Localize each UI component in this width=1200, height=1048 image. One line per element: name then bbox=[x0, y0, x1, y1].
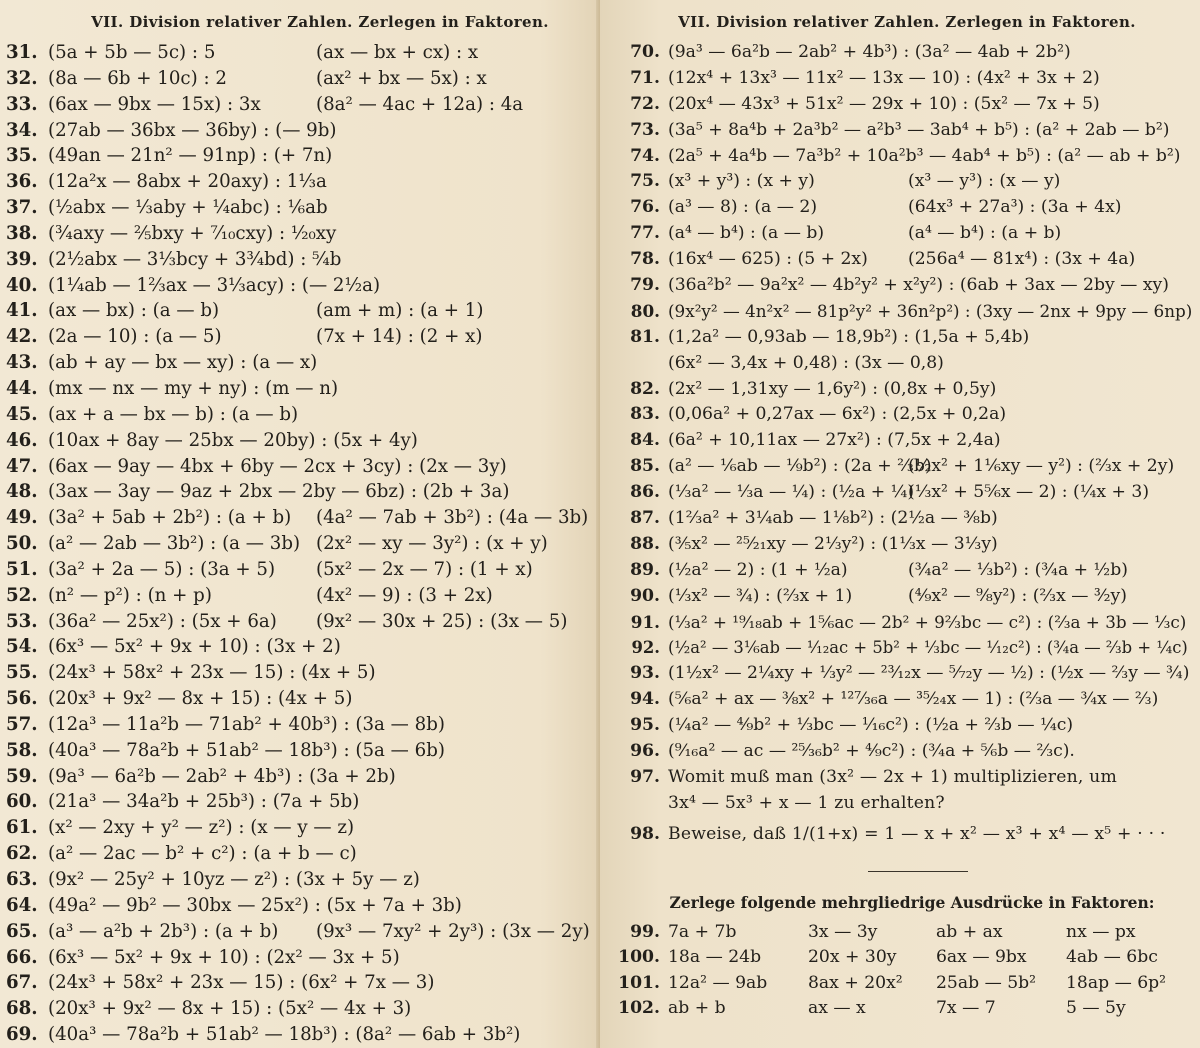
exercise-number: 55. bbox=[6, 662, 38, 684]
exercise-row bbox=[610, 454, 1194, 480]
exercise-expression: (1¼ab — 1⅔ax — 3⅓acy) : (— 2½a) bbox=[48, 274, 381, 296]
exercise-number: 84. bbox=[630, 430, 660, 451]
factor-expression: 18ap — 6p² bbox=[1066, 972, 1167, 993]
exercise-number: 36. bbox=[6, 171, 38, 193]
exercise-row bbox=[6, 350, 594, 376]
exercise-number: 59. bbox=[6, 765, 38, 787]
exercise-row bbox=[6, 402, 594, 428]
exercise-number: 65. bbox=[6, 920, 38, 942]
exercise-number: 93. bbox=[630, 663, 660, 684]
exercise-expression-second: (64x³ + 27a³) : (3a + 4x) bbox=[908, 197, 1122, 218]
exercise-number: 64. bbox=[6, 894, 38, 916]
exercise-expression: (3a² + 5ab + 2b²) : (a + b) bbox=[48, 507, 292, 529]
exercise-expression: (40a³ — 78a²b + 51ab² — 18b³) : (8a² — 6ab + 3b²) bbox=[48, 1024, 521, 1046]
exercise-number: 76. bbox=[630, 197, 660, 218]
exercise-expression: (49an — 21n² — 91np) : (+ 7n) bbox=[48, 145, 333, 167]
exercise-number: 32. bbox=[6, 67, 38, 89]
exercise-row bbox=[6, 660, 594, 686]
exercise-row bbox=[6, 195, 594, 221]
exercise-row bbox=[610, 739, 1194, 765]
exercise-expression: (1½x² — 2¼xy + ⅓y² — ²³⁄₁₂x — ⁵⁄₇₂y — ½) : (½x — ⅔y — ¾) bbox=[668, 663, 1190, 684]
exercise-expression-second: (4x² — 9) : (3 + 2x) bbox=[316, 584, 493, 606]
exercise-number: 56. bbox=[6, 688, 38, 710]
exercise-number bbox=[610, 351, 668, 377]
exercise-number: 51. bbox=[6, 558, 38, 580]
exercise-expression-second: (⅓x² + 5⅚x — 2) : (¼x + 3) bbox=[908, 482, 1150, 503]
exercise-row bbox=[610, 92, 1194, 118]
exercise-expression: (⁹⁄₁₆a² — ac — ²⁵⁄₃₆b² + ⁴⁄₉c²) : (¾a + ⅚b — ⅔c). bbox=[668, 741, 1075, 762]
exercise-number: 40. bbox=[6, 274, 38, 296]
exercise-number: 94. bbox=[630, 689, 660, 710]
exercise-expression: (6x³ — 5x² + 9x + 10) : (3x + 2) bbox=[48, 636, 341, 658]
exercise-row bbox=[6, 970, 594, 996]
factor-expression: 12a² — 9ab bbox=[668, 972, 768, 993]
exercise-expression: (6ax — 9ay — 4bx + 6by — 2cx + 3cy) : (2x — 3y) bbox=[48, 455, 507, 477]
factor-expression: 7a + 7b bbox=[668, 921, 737, 942]
factor-expression: 7x — 7 bbox=[936, 998, 996, 1019]
exercise-expression-second: (¾a² — ⅓b²) : (¾a + ½b) bbox=[908, 559, 1128, 580]
exercise-number: 67. bbox=[6, 972, 38, 994]
exercise-expression: (0,06a² + 0,27ax — 6x²) : (2,5x + 0,2a) bbox=[668, 404, 1007, 425]
exercise-expression-second: (4a² — 7ab + 3b²) : (4a — 3b) bbox=[316, 507, 589, 529]
exercise-number: 38. bbox=[6, 222, 38, 244]
exercise-expression: (a³ — a²b + 2b³) : (a + b) bbox=[48, 920, 279, 942]
exercise-row bbox=[6, 169, 594, 195]
right-running-head: VII. Division relativer Zahlen. Zerlegen in Faktoren. bbox=[678, 13, 1136, 31]
exercise-number: 95. bbox=[630, 715, 660, 736]
exercise-row bbox=[6, 557, 594, 583]
exercise-row bbox=[6, 919, 594, 945]
exercise-row bbox=[610, 687, 1194, 713]
factor-expression: 6ax — 9bx bbox=[936, 947, 1027, 968]
exercise-row bbox=[610, 661, 1194, 687]
exercise-row bbox=[6, 273, 594, 299]
exercise-row bbox=[6, 583, 594, 609]
exercise-expression: (a⁴ — b⁴) : (a — b) bbox=[668, 223, 825, 244]
exercise-row bbox=[6, 867, 594, 893]
exercise-expression: (½abx — ⅓aby + ¼abc) : ⅙ab bbox=[48, 197, 328, 219]
exercise-number: 79. bbox=[630, 275, 660, 296]
exercise-expression: (49a² — 9b² — 30bx — 25x²) : (5x + 7a + 3b) bbox=[48, 894, 462, 916]
exercise-number: 57. bbox=[6, 713, 38, 735]
exercise-row bbox=[6, 92, 594, 118]
exercise-number: 42. bbox=[6, 326, 38, 348]
exercise-expression: (1,2a² — 0,93ab — 18,9b²) : (1,5a + 5,4b) bbox=[668, 326, 1030, 347]
exercise-number: 48. bbox=[6, 481, 38, 503]
exercise-expression: (12a³ — 11a²b — 71ab² + 40b³) : (3a — 8b) bbox=[48, 713, 445, 735]
exercise-row bbox=[6, 634, 594, 660]
exercise-number: 52. bbox=[6, 584, 38, 606]
exercise-number: 61. bbox=[6, 817, 38, 839]
exercise-number: 74. bbox=[630, 145, 660, 166]
factor-exercise-grid bbox=[610, 920, 1194, 1022]
factor-exercise-row bbox=[610, 996, 1194, 1022]
factor-expression: 3x — 3y bbox=[808, 921, 878, 942]
exercise-expression: (36a² — 25x²) : (5x + 6a) bbox=[48, 610, 277, 632]
exercise-number: 97. bbox=[630, 766, 660, 787]
exercise-row bbox=[610, 506, 1194, 532]
exercise-row bbox=[610, 377, 1194, 403]
exercise-expression: (⅓x² — ¾) : (⅔x + 1) bbox=[668, 585, 853, 606]
exercise-expression: (9a³ — 6a²b — 2ab² + 4b³) : (3a + 2b) bbox=[48, 765, 396, 787]
exercise-row bbox=[610, 299, 1194, 325]
exercise-expression: (3a² + 2a — 5) : (3a + 5) bbox=[48, 558, 276, 580]
exercise-row bbox=[6, 686, 594, 712]
exercise-expression: (24x³ + 58x² + 23x — 15) : (4x + 5) bbox=[48, 662, 376, 684]
factor-exercise-row bbox=[610, 945, 1194, 971]
exercise-expression: (mx — nx — my + ny) : (m — n) bbox=[48, 377, 339, 399]
exercise-number: 72. bbox=[630, 93, 660, 114]
exercise-number: 31. bbox=[6, 42, 38, 63]
exercise-expression: (20x³ + 9x² — 8x + 15) : (5x² — 4x + 3) bbox=[48, 998, 412, 1020]
exercise-row bbox=[610, 635, 1194, 661]
exercise-expression-second: (7x + 14) : (2 + x) bbox=[316, 326, 483, 348]
right-page bbox=[600, 0, 1200, 1048]
exercise-number: 71. bbox=[630, 67, 660, 88]
exercise-expression: (a² — ⅙ab — ⅑b²) : (2a + ⅔b) bbox=[668, 456, 932, 477]
factor-expression: nx — px bbox=[1066, 921, 1136, 942]
exercise-number: 60. bbox=[6, 791, 38, 813]
exercise-expression: (n² — p²) : (n + p) bbox=[48, 584, 212, 606]
exercise-number: 44. bbox=[6, 377, 38, 399]
factor-expression: 25ab — 5b² bbox=[936, 972, 1037, 993]
exercise-97-continued bbox=[610, 791, 1194, 817]
exercise-number: 98. bbox=[630, 823, 660, 844]
factor-expression: 4ab — 6bc bbox=[1066, 947, 1158, 968]
exercise-expression: (8a — 6b + 10c) : 2 bbox=[48, 67, 227, 89]
exercise-expression: (9x²y² — 4n²x² — 81p²y² + 36n²p²) : (3xy — 2nx + 9py — 6np) bbox=[668, 300, 1193, 321]
exercise-number: 101. bbox=[618, 972, 660, 993]
exercise-expression-second: (ax² + bx — 5x) : x bbox=[316, 67, 487, 89]
exercise-row bbox=[610, 273, 1194, 299]
exercise-expression: (12x⁴ + 13x³ — 11x² — 13x — 10) : (4x² + 3x + 2) bbox=[668, 67, 1100, 88]
exercise-row bbox=[610, 325, 1194, 351]
exercise-expression: (x² — 2xy + y² — z²) : (x — y — z) bbox=[48, 817, 355, 839]
exercise-number: 77. bbox=[630, 223, 660, 244]
factor-expression: ab + ax bbox=[936, 921, 1003, 942]
exercise-expression: (3ax — 3ay — 9az + 2bx — 2by — 6bz) : (2b + 3a) bbox=[48, 481, 510, 503]
exercise-number: 54. bbox=[6, 636, 38, 658]
exercise-expression: (ax + a — bx — b) : (a — b) bbox=[48, 403, 299, 425]
exercise-number: 96. bbox=[630, 741, 660, 762]
exercise-expression: (6ax — 9bx — 15x) : 3x bbox=[48, 93, 261, 115]
exercise-row bbox=[6, 247, 594, 273]
factor-exercise-row bbox=[610, 920, 1194, 946]
exercise-number: 47. bbox=[6, 455, 38, 477]
exercise-expression: (2½abx — 3⅓bcy + 3¾bd) : ⁵⁄₄b bbox=[48, 248, 342, 270]
exercise-expression: (¼a² — ⁴⁄₉b² + ⅓bc — ¹⁄₁₆c²) : (½a + ⅔b — ¼c) bbox=[668, 715, 1074, 736]
exercise-expression: (20x³ + 9x² — 8x + 15) : (4x + 5) bbox=[48, 688, 353, 710]
exercise-number: 70. bbox=[630, 42, 660, 62]
exercise-expression: (⅓a² — ⅓a — ¼) : (½a + ¼) bbox=[668, 482, 915, 503]
exercise-number: 87. bbox=[630, 508, 660, 529]
exercise-number: 35. bbox=[6, 145, 38, 167]
exercise-number: 50. bbox=[6, 533, 38, 555]
exercise-expression-second: (x³ — y³) : (x — y) bbox=[908, 171, 1061, 192]
exercise-expression: (2x² — 1,31xy — 1,6y²) : (0,8x + 0,5y) bbox=[668, 378, 997, 399]
exercise-row bbox=[610, 584, 1194, 610]
factor-expression: ab + b bbox=[668, 998, 726, 1019]
exercise-expression: (16x⁴ — 625) : (5 + 2x) bbox=[668, 249, 868, 270]
exercise-row bbox=[6, 66, 594, 92]
exercise-row bbox=[610, 195, 1194, 221]
exercise-row bbox=[6, 376, 594, 402]
factor-expression: 20x + 30y bbox=[808, 947, 897, 968]
exercise-expression: (20x⁴ — 43x³ + 51x² — 29x + 10) : (5x² — 7x + 5) bbox=[668, 93, 1100, 114]
exercise-expression: (40a³ — 78a²b + 51ab² — 18b³) : (5a — 6b) bbox=[48, 739, 445, 761]
exercise-row bbox=[6, 841, 594, 867]
exercise-expression: (9x² — 25y² + 10yz — z²) : (3x + 5y — z) bbox=[48, 869, 420, 890]
exercise-number: 45. bbox=[6, 403, 38, 425]
exercise-expression: (6a² + 10,11ax — 27x²) : (7,5x + 2,4a) bbox=[668, 430, 1001, 451]
exercise-expression: (27ab — 36bx — 36by) : (— 9b) bbox=[48, 119, 337, 141]
exercise-number: 37. bbox=[6, 197, 38, 219]
exercise-number: 82. bbox=[630, 378, 660, 399]
exercise-expression: (½a² — 2) : (1 + ½a) bbox=[668, 559, 848, 580]
exercise-row bbox=[610, 532, 1194, 558]
exercise-expression-second: (5x² — 2x — 7) : (1 + x) bbox=[316, 558, 533, 580]
exercise-text: Womit muß man (3x² — 2x + 1) multiplizieren, um bbox=[668, 766, 1117, 787]
exercise-number: 88. bbox=[630, 533, 660, 554]
exercise-expression-second: (⁴⁄₉x² — ⁹⁄₈y²) : (⅔x — ³⁄₂y) bbox=[908, 585, 1127, 606]
exercise-expression-second: (256a⁴ — 81x⁴) : (3x + 4a) bbox=[908, 249, 1136, 270]
exercise-number: 89. bbox=[630, 559, 660, 580]
exercise-expression: (a² — 2ac — b² + c²) : (a + b — c) bbox=[48, 843, 357, 865]
exercise-row bbox=[6, 505, 594, 531]
exercise-row bbox=[610, 402, 1194, 428]
exercise-number: 49. bbox=[6, 507, 38, 529]
exercise-expression: (ax — bx) : (a — b) bbox=[48, 300, 220, 322]
exercise-expression: (⅗x² — ²⁵⁄₂₁xy — 2⅓y²) : (1⅓x — 3⅓y) bbox=[668, 533, 998, 554]
exercise-row bbox=[610, 40, 1194, 66]
exercise-number: 63. bbox=[6, 869, 38, 890]
exercise-number: 92. bbox=[631, 638, 660, 658]
exercise-row bbox=[6, 221, 594, 247]
exercise-number: 41. bbox=[6, 300, 38, 322]
exercise-row bbox=[6, 764, 594, 790]
exercise-number: 62. bbox=[6, 843, 38, 865]
exercise-expression: (5a + 5b — 5c) : 5 bbox=[48, 42, 216, 63]
exercise-expression: (ab + ay — bx — xy) : (a — x) bbox=[48, 352, 318, 374]
exercise-number: 83. bbox=[630, 404, 660, 425]
exercise-expression: (½a² — 3⅙ab — ¹⁄₁₂ac + 5b² + ⅓bc — ¹⁄₁₂c²) : (¾a — ⅔b + ¼c) bbox=[668, 638, 1188, 658]
exercise-expression: (1⅔a² + 3¼ab — 1⅛b²) : (2½a — ⅜b) bbox=[668, 508, 998, 529]
exercise-expression: (9a³ — 6a²b — 2ab² + 4b³) : (3a² — 4ab + 2b²) bbox=[668, 42, 1071, 62]
exercise-row bbox=[6, 789, 594, 815]
exercise-row bbox=[6, 143, 594, 169]
left-exercise-list bbox=[6, 40, 594, 1048]
exercise-expression-second: (½x² + 1⅙xy — y²) : (⅔x + 2y) bbox=[908, 456, 1175, 477]
exercise-number: 58. bbox=[6, 739, 38, 761]
exercise-expression: (6x³ — 5x² + 9x + 10) : (2x² — 3x + 5) bbox=[48, 946, 400, 968]
exercise-number: 53. bbox=[6, 610, 38, 632]
factor-exercise-row bbox=[610, 971, 1194, 997]
exercise-expression-second: (a⁴ — b⁴) : (a + b) bbox=[908, 223, 1062, 244]
exercise-row bbox=[6, 118, 594, 144]
exercise-number: 68. bbox=[6, 998, 38, 1020]
factor-expression: 5 — 5y bbox=[1066, 998, 1126, 1019]
exercise-expression: (2a⁵ + 4a⁴b — 7a³b² + 10a²b³ — 4ab⁴ + b⁵) : (a² — ab + b²) bbox=[668, 145, 1181, 166]
exercise-number: 78. bbox=[630, 249, 660, 270]
exercise-text: 3x⁴ — 5x³ + x — 1 zu erhalten? bbox=[668, 792, 945, 813]
exercise-number: 43. bbox=[6, 352, 38, 374]
exercise-number: 69. bbox=[6, 1024, 38, 1046]
exercise-expression: (x³ + y³) : (x + y) bbox=[668, 171, 815, 192]
exercise-expression: (a² — 2ab — 3b²) : (a — 3b) bbox=[48, 533, 301, 555]
factor-expression: 8ax + 20x² bbox=[808, 972, 903, 993]
section-divider bbox=[868, 871, 968, 872]
exercise-expression: (¾axy — ⅖bxy + ⁷⁄₁₀cxy) : ¹⁄₂₀xy bbox=[48, 222, 337, 244]
exercise-expression-second: (9x³ — 7xy² + 2y³) : (3x — 2y) bbox=[316, 920, 590, 942]
exercise-expression-second: (9x² — 30x + 25) : (3x — 5) bbox=[316, 610, 568, 632]
exercise-expression: (6x² — 3,4x + 0,48) : (3x — 0,8) bbox=[668, 352, 944, 373]
exercise-text: Beweise, daß 1/(1+x) = 1 — x + x² — x³ + x⁴ — x⁵ + · · · bbox=[668, 823, 1166, 844]
exercise-row bbox=[6, 531, 594, 557]
exercise-number: 39. bbox=[6, 248, 38, 270]
exercise-row bbox=[6, 1022, 594, 1048]
exercise-number: 90. bbox=[630, 585, 660, 606]
exercise-row bbox=[6, 712, 594, 738]
factor-expression: 18a — 24b bbox=[668, 947, 762, 968]
exercise-row bbox=[6, 479, 594, 505]
exercise-row bbox=[6, 945, 594, 971]
exercise-row bbox=[6, 428, 594, 454]
exercise-expression: (21a³ — 34a²b + 25b³) : (7a + 5b) bbox=[48, 791, 360, 813]
exercise-expression: (a³ — 8) : (a — 2) bbox=[668, 197, 818, 218]
exercise-row bbox=[6, 815, 594, 841]
exercise-row bbox=[610, 247, 1194, 273]
exercise-expression: (36a²b² — 9a²x² — 4b²y² + x²y²) : (6ab + 3ax — 2by — xy) bbox=[668, 275, 1169, 296]
exercise-expression-second: (8a² — 4ac + 12a) : 4a bbox=[316, 93, 524, 115]
exercise-number: 34. bbox=[6, 119, 38, 141]
exercise-row bbox=[6, 40, 594, 66]
exercise-row bbox=[6, 298, 594, 324]
exercise-row bbox=[6, 738, 594, 764]
exercise-row bbox=[6, 454, 594, 480]
exercise-number: 85. bbox=[630, 456, 660, 477]
exercise-number: 66. bbox=[6, 946, 38, 968]
exercise-row bbox=[610, 428, 1194, 454]
exercise-row bbox=[610, 558, 1194, 584]
exercise-number: 73. bbox=[630, 119, 660, 140]
exercise-row bbox=[610, 66, 1194, 92]
exercise-row bbox=[610, 713, 1194, 739]
exercise-expression: (12a²x — 8abx + 20axy) : 1⅓a bbox=[48, 171, 327, 193]
exercise-number: 91. bbox=[630, 611, 660, 632]
exercise-expression-second: (ax — bx + cx) : x bbox=[316, 42, 479, 63]
exercise-expression: (2a — 10) : (a — 5) bbox=[48, 326, 222, 348]
exercise-number: 33. bbox=[6, 93, 38, 115]
exercise-expression: (10ax + 8ay — 25bx — 20by) : (5x + 4y) bbox=[48, 429, 418, 451]
factor-expression: ax — x bbox=[808, 998, 866, 1019]
exercise-row bbox=[610, 221, 1194, 247]
left-running-head: VII. Division relativer Zahlen. Zerlegen in Faktoren. bbox=[91, 13, 549, 31]
exercise-number: 46. bbox=[6, 429, 38, 451]
exercise-number: 75. bbox=[630, 171, 660, 192]
exercise-row bbox=[610, 480, 1194, 506]
exercise-number: 100. bbox=[618, 947, 660, 968]
exercise-expression: (24x³ + 58x² + 23x — 15) : (6x² + 7x — 3) bbox=[48, 972, 435, 994]
exercise-row bbox=[610, 118, 1194, 144]
exercise-97 bbox=[610, 765, 1194, 791]
exercise-row bbox=[610, 169, 1194, 195]
exercise-number: 86. bbox=[630, 482, 660, 503]
exercise-98 bbox=[610, 817, 1194, 851]
exercise-row bbox=[610, 610, 1194, 636]
exercise-expression: (3a⁵ + 8a⁴b + 2a³b² — a²b³ — 3ab⁴ + b⁵) : (a² + 2ab — b²) bbox=[668, 119, 1170, 140]
right-exercise-list bbox=[610, 40, 1194, 765]
exercise-expression-second: (2x² — xy — 3y²) : (x + y) bbox=[316, 533, 548, 555]
exercise-number: 99. bbox=[630, 921, 660, 942]
exercise-row bbox=[6, 996, 594, 1022]
exercise-row bbox=[6, 893, 594, 919]
exercise-row bbox=[610, 144, 1194, 170]
exercise-expression-second: (am + m) : (a + 1) bbox=[316, 300, 484, 322]
exercise-expression: (⅓a² + ¹⁹⁄₁₈ab + 1⅚ac — 2b² + 9⅔bc — c²) : (⅔a + 3b — ⅓c) bbox=[668, 611, 1187, 632]
exercise-row bbox=[6, 324, 594, 350]
exercise-number: 81. bbox=[630, 326, 660, 347]
exercise-number: 102. bbox=[618, 998, 660, 1019]
section-title: Zerlege folgende mehrgliedrige Ausdrücke in Faktoren: bbox=[669, 892, 1155, 912]
exercise-row bbox=[6, 609, 594, 635]
exercise-expression: (⅚a² + ax — ⅜x² + ¹²⁷⁄₃₆a — ³⁵⁄₂₄x — 1) : (⅔a — ¾x — ⅔) bbox=[668, 689, 1159, 710]
exercise-number: 80. bbox=[630, 300, 660, 321]
exercise-row bbox=[610, 351, 1194, 377]
